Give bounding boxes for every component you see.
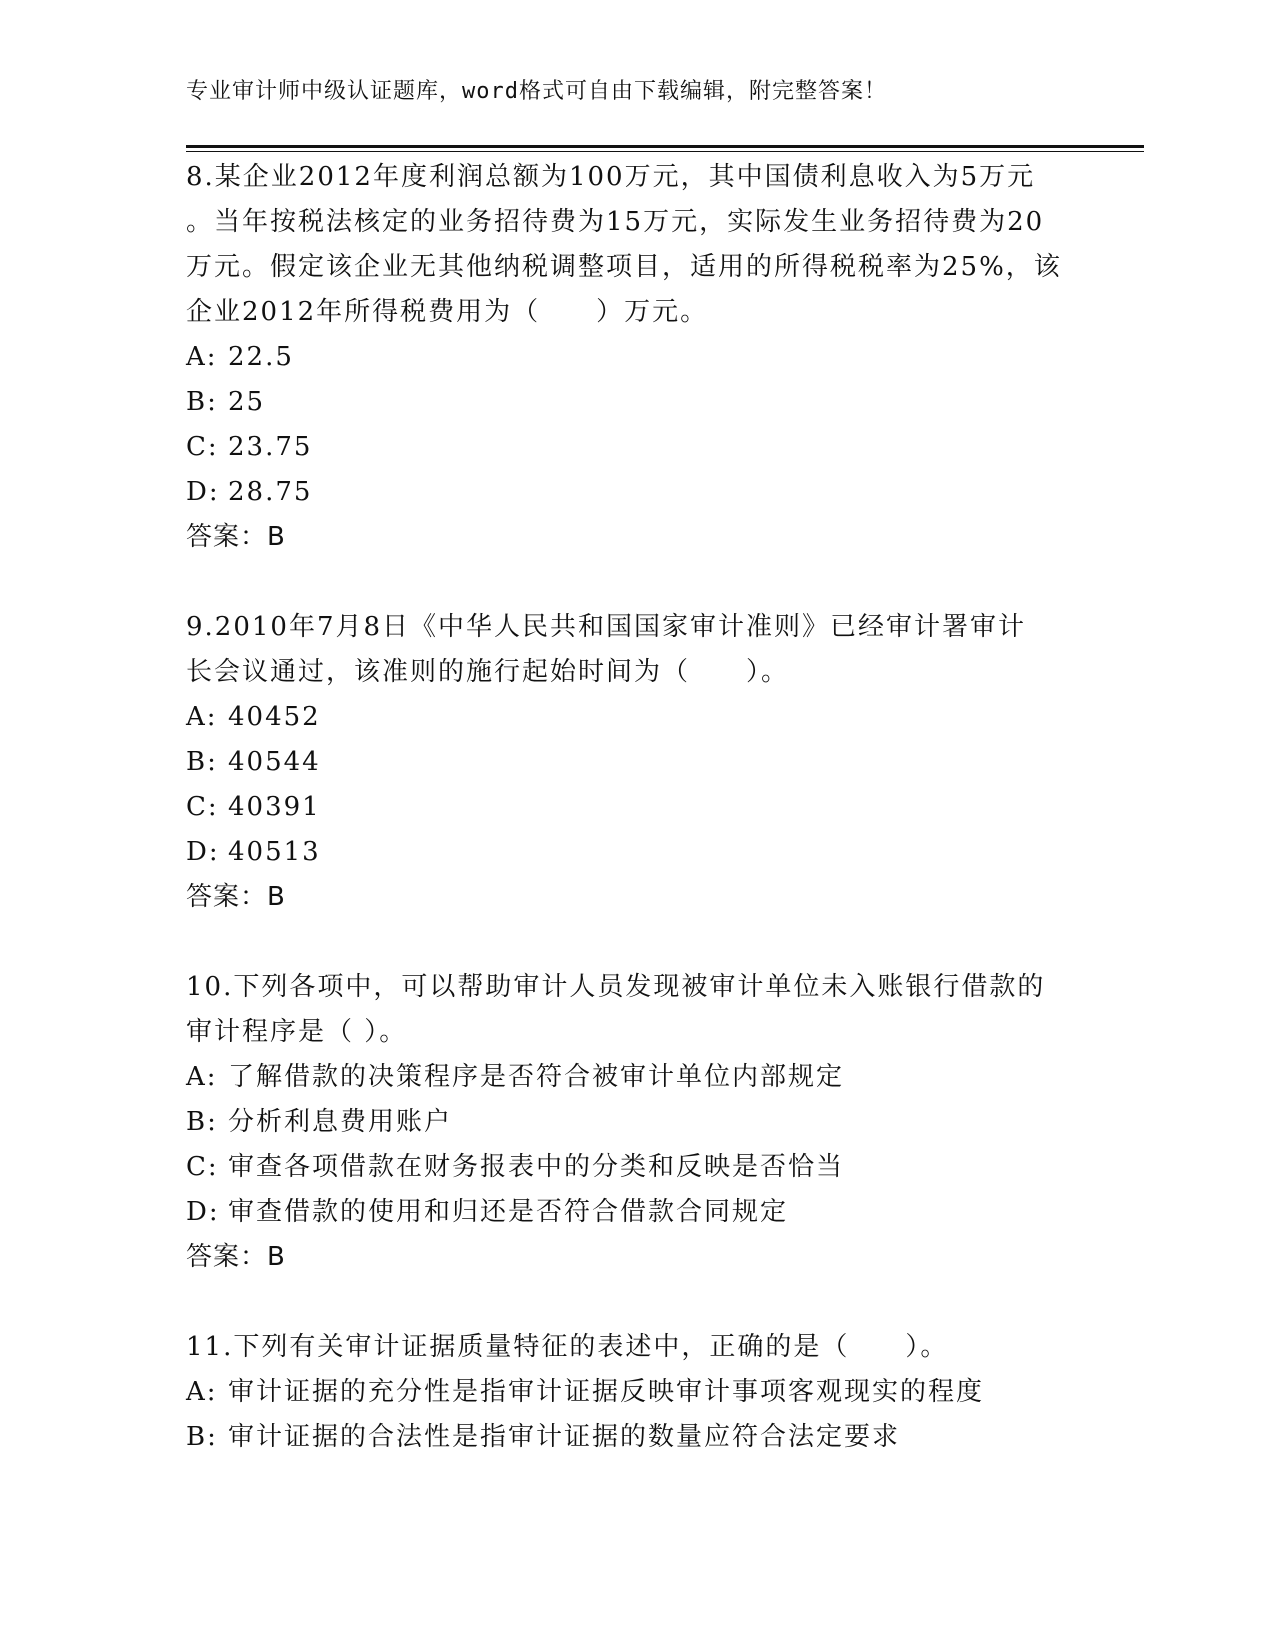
question-stem-line: 10.下列各项中，可以帮助审计人员发现被审计单位未入账银行借款的 (186, 972, 1046, 1002)
question-8 (186, 155, 1086, 560)
option-letter: A: (186, 342, 218, 372)
option-text: 25 (228, 387, 266, 417)
option-b (186, 740, 1086, 785)
option-text: 了解借款的决策程序是否符合被审计单位内部规定 (228, 1062, 845, 1092)
option-a (186, 335, 1086, 380)
header-rule-thin (186, 151, 1144, 152)
question-list (186, 155, 1086, 1460)
question-stem-line: 审计程序是（ ）。 (186, 1017, 408, 1047)
option-c (186, 425, 1086, 470)
question-spacer (186, 1280, 1086, 1325)
option-text: 审计证据的合法性是指审计证据的数量应符合法定要求 (228, 1422, 901, 1452)
page-header: 专业审计师中级认证题库，word格式可自由下载编辑，附完整答案！ (186, 79, 887, 104)
option-a (186, 1370, 1086, 1415)
option-letter: A: (186, 1062, 218, 1092)
question-stem-line: 长会议通过，该准则的施行起始时间为（ ）。 (186, 657, 790, 687)
option-b (186, 1415, 1086, 1460)
option-text: 审计证据的充分性是指审计证据反映审计事项客观现实的程度 (228, 1377, 985, 1407)
option-text: 40513 (228, 837, 321, 867)
option-text: 40544 (228, 747, 321, 777)
option-letter: B: (186, 1422, 218, 1452)
answer-line: 答案：B (186, 522, 286, 552)
option-d (186, 470, 1086, 515)
option-letter: A: (186, 1377, 218, 1407)
question-9 (186, 605, 1086, 920)
option-letter: D: (186, 837, 220, 867)
option-d (186, 1190, 1086, 1235)
option-letter: A: (186, 702, 218, 732)
option-letter: D: (186, 1197, 220, 1227)
option-c (186, 1145, 1086, 1190)
option-c (186, 785, 1086, 830)
option-letter: B: (186, 747, 218, 777)
option-a (186, 695, 1086, 740)
question-11 (186, 1325, 1086, 1460)
option-d (186, 830, 1086, 875)
answer-line: 答案：B (186, 1242, 286, 1272)
option-a (186, 1055, 1086, 1100)
option-letter: D: (186, 477, 220, 507)
option-text: 40452 (228, 702, 321, 732)
answer-line: 答案：B (186, 882, 286, 912)
question-stem-line: 8.某企业2012年度利润总额为100万元，其中国债利息收入为5万元 (186, 162, 1036, 192)
option-letter: C: (186, 1152, 219, 1182)
option-letter: B: (186, 387, 218, 417)
option-text: 23.75 (228, 432, 313, 462)
question-stem-line: 企业2012年所得税费用为（ ）万元。 (186, 297, 709, 327)
option-text: 22.5 (228, 342, 294, 372)
question-stem-line: 11.下列有关审计证据质量特征的表述中，正确的是（ ）。 (186, 1332, 949, 1362)
option-text: 40391 (228, 792, 321, 822)
option-letter: C: (186, 432, 219, 462)
question-stem-line: 万元。假定该企业无其他纳税调整项目，适用的所得税税率为25%，该 (186, 252, 1062, 282)
option-b (186, 1100, 1086, 1145)
option-text: 分析利息费用账户 (228, 1107, 453, 1137)
option-letter: B: (186, 1107, 218, 1137)
question-stem-line: 。当年按税法核定的业务招待费为15万元，实际发生业务招待费为20 (186, 207, 1045, 237)
option-text: 审查借款的使用和归还是否符合借款合同规定 (228, 1197, 789, 1227)
option-text: 审查各项借款在财务报表中的分类和反映是否恰当 (228, 1152, 845, 1182)
option-letter: C: (186, 792, 219, 822)
question-10 (186, 965, 1086, 1280)
question-stem-line: 9.2010年7月8日《中华人民共和国国家审计准则》已经审计署审计 (186, 612, 1027, 642)
question-spacer (186, 920, 1086, 965)
option-text: 28.75 (228, 477, 313, 507)
option-b (186, 380, 1086, 425)
header-rule-thick (186, 145, 1144, 148)
question-spacer (186, 560, 1086, 605)
